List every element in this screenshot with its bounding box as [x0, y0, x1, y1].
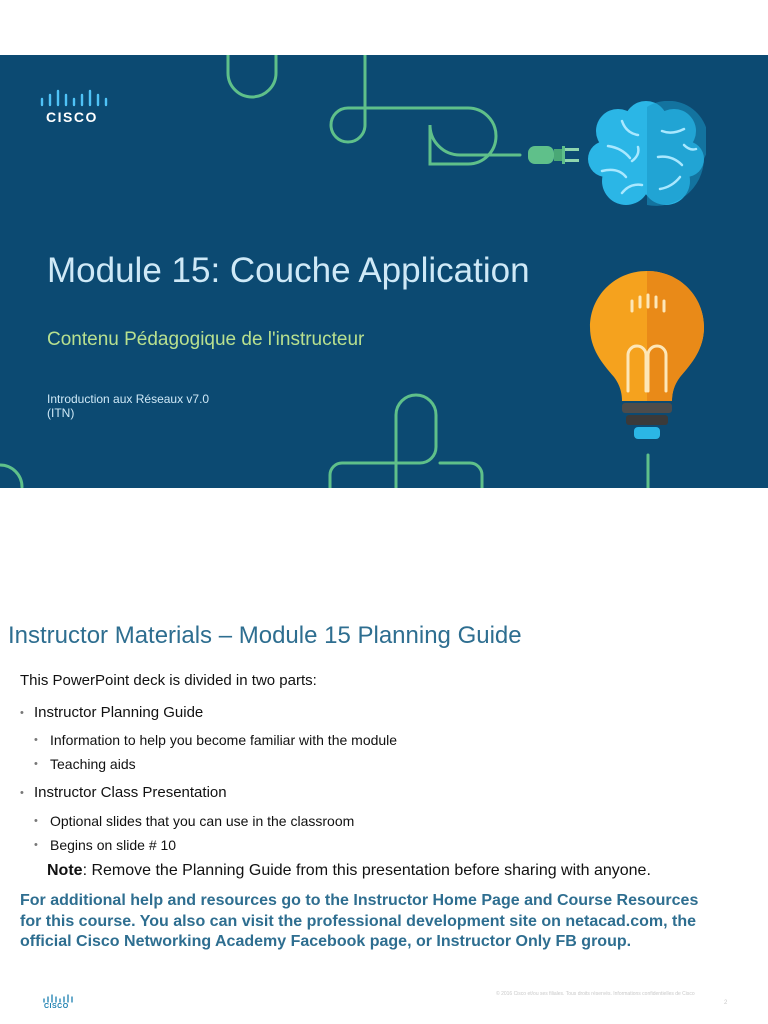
cisco-logo — [40, 89, 110, 129]
cisco-logo-icon — [42, 994, 76, 1003]
course-code: (ITN) — [47, 406, 75, 420]
intro-text: This PowerPoint deck is divided in two parts: — [20, 672, 317, 689]
note-text — [47, 862, 651, 880]
bullet-icon: • — [34, 815, 38, 827]
copyright-text: © 2016 Cisco et/ou ses filiales. Tous droits réservés. Informations confidentielles de Cisco — [496, 991, 695, 997]
bullet-text: Instructor Planning Guide — [34, 704, 204, 721]
course-info — [47, 392, 209, 420]
footer-logo-text: CISCO — [44, 1003, 69, 1010]
bullet-icon: • — [20, 707, 24, 719]
brain-icon — [588, 101, 706, 213]
bullet-text: Teaching aids — [50, 756, 136, 772]
bullet-icon: • — [34, 734, 38, 746]
lightbulb-icon — [586, 267, 708, 447]
bullet-icon: • — [34, 839, 38, 851]
slide-title: Instructor Materials – Module 15 Planning Guide — [8, 622, 522, 649]
content-slide — [0, 600, 768, 1024]
bullet-text: Instructor Class Presentation — [34, 784, 227, 801]
bullet-icon: • — [34, 758, 38, 770]
plug-icon — [526, 138, 582, 172]
course-name: Introduction aux Réseaux v7.0 — [47, 392, 210, 406]
slide-title: Module 15: Couche Application — [47, 251, 530, 290]
slide-subtitle: Contenu Pédagogique de l'instructeur — [47, 329, 365, 350]
page-number: 2 — [724, 1000, 728, 1006]
help-resources-text: For additional help and resources go to the Instructor Home Page and Course Resources for this course. You also can visit the professional development site on netacad.com, the official Cisco Networking Academy Facebook page, or Instructor Only FB group. — [20, 892, 699, 950]
bullet-text: Begins on slide # 10 — [50, 837, 177, 853]
cisco-logo-text: CISCO — [46, 109, 98, 125]
title-slide — [0, 55, 768, 488]
note-label: Note — [47, 862, 83, 879]
bullet-icon: • — [20, 787, 24, 799]
footer-cisco-logo — [42, 994, 76, 1014]
bullet-text: Information to help you become familiar with the module — [50, 732, 398, 748]
note-body: : Remove the Planning Guide from this presentation before sharing with anyone. — [82, 862, 651, 879]
cisco-logo-icon — [40, 89, 110, 109]
bullet-text: Optional slides that you can use in the classroom — [50, 813, 355, 829]
